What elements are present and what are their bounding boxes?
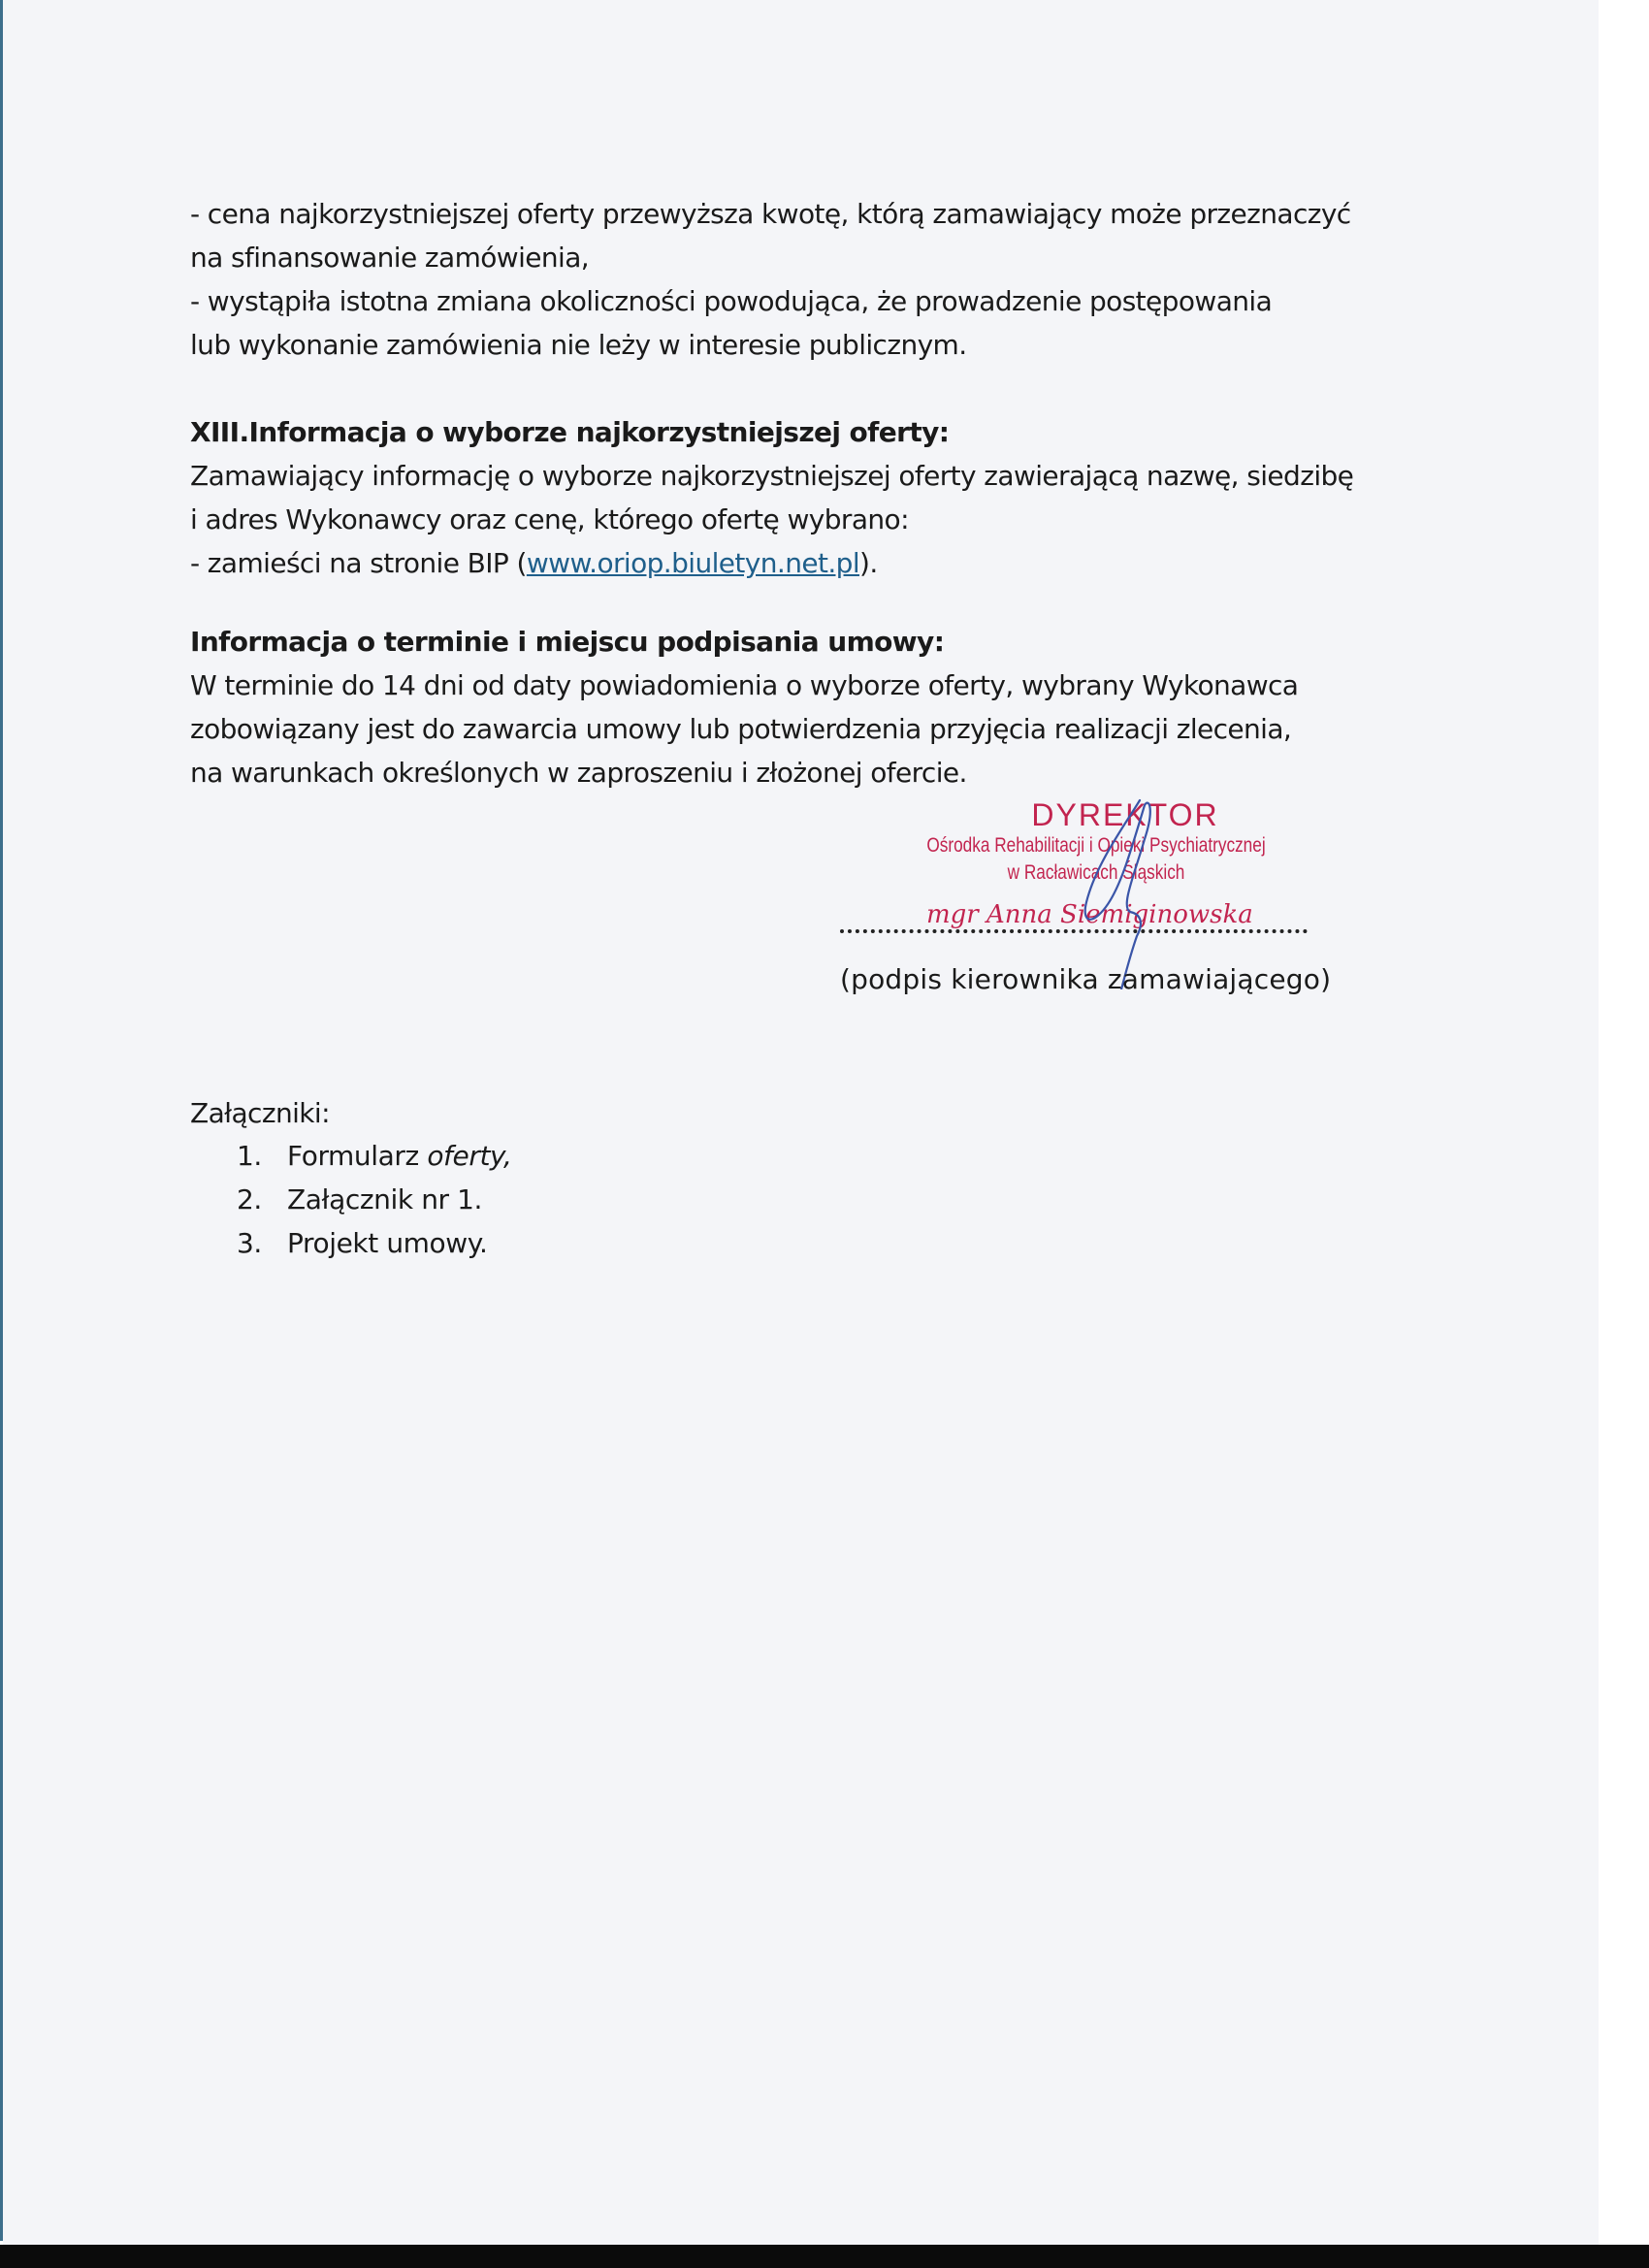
text-line: i adres Wykonawcy oraz cenę, którego ofertę wybrano: (190, 503, 909, 535)
list-text-italic: oferty, (427, 1140, 512, 1172)
section-heading: XIII.Informacja o wyborze najkorzystniejszej oferty: (190, 416, 950, 448)
list-item (237, 1221, 512, 1265)
list-number: 2. (237, 1183, 262, 1215)
bip-link[interactable]: www.oriop.biuletyn.net.pl (526, 547, 860, 579)
stamp-institution: Ośrodka Rehabilitacji i Opieki Psychiatrycznej (926, 834, 1266, 857)
stamp-location: w Racławicach Śląskich (1007, 861, 1185, 884)
text-line: - wystąpiła istotna zmiana okoliczności powodująca, że prowadzenie postępowania (190, 285, 1273, 317)
list-number: 1. (237, 1140, 262, 1172)
section-xiii (190, 410, 1412, 585)
list-text: Załącznik nr 1. (287, 1183, 483, 1215)
text-line: Zamawiający informację o wyborze najkorzystniejszej oferty zawierającą nazwę, siedzibę (190, 460, 1354, 492)
intro-paragraph (190, 192, 1412, 367)
text-line: na warunkach określonych w zaproszeniu i złożonej ofercie. (190, 757, 967, 789)
section-signing (190, 620, 1412, 794)
list-item (237, 1178, 512, 1221)
list-text: Formularz (287, 1140, 428, 1172)
scan-edge-bottom (0, 2245, 1649, 2268)
signature-caption: (podpis kierownika zamawiającego) (840, 963, 1332, 995)
text-line: lub wykonanie zamówienia nie leży w interesie publicznym. (190, 329, 967, 361)
signature-line (840, 929, 1308, 933)
scan-margin-right (1599, 0, 1649, 2239)
list-item (237, 1134, 512, 1178)
stamp-title: DYREKTOR (1031, 797, 1219, 832)
section-heading: Informacja o terminie i miejscu podpisania umowy: (190, 626, 945, 658)
list-text: Projekt umowy. (287, 1227, 488, 1259)
bip-line (190, 541, 1412, 585)
text-line: zobowiązany jest do zawarcia umowy lub potwierdzenia przyjęcia realizacji zlecenia, (190, 713, 1292, 745)
list-number: 3. (237, 1227, 262, 1259)
bip-prefix: - zamieści na stronie BIP ( (190, 547, 527, 579)
attachments-list (237, 1134, 512, 1265)
stamp-name: mgr Anna Siemiginowska (926, 900, 1253, 929)
text-line: W terminie do 14 dni od daty powiadomienia o wyborze oferty, wybrany Wykonawca (190, 669, 1299, 701)
text-line: na sfinansowanie zamówienia, (190, 242, 590, 274)
text-line: - cena najkorzystniejszej oferty przewyższa kwotę, którą zamawiający może przeznaczyć (190, 198, 1351, 230)
attachments-label: Załączniki: (190, 1097, 330, 1129)
bip-suffix: ). (859, 547, 878, 579)
